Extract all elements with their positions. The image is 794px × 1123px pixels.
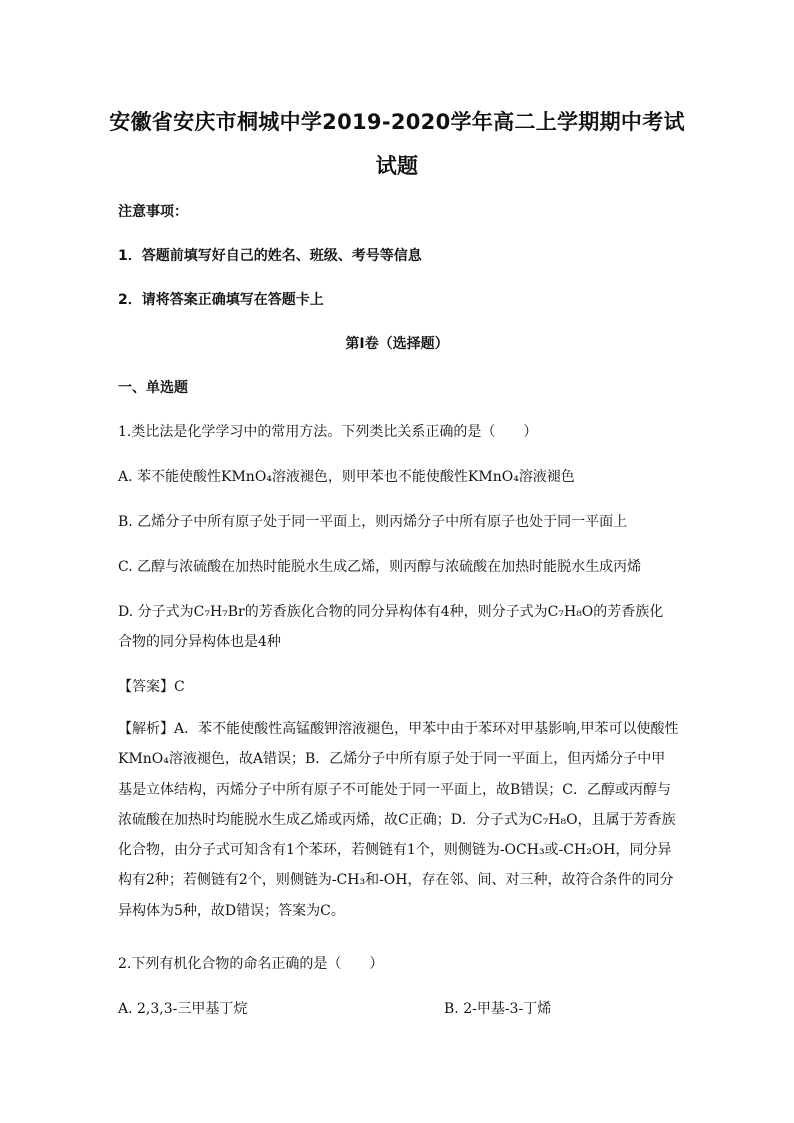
analysis-line: KMnO₄溶液褪色，故A错误；B．乙烯分子中所有原子处于同一平面上，但丙烯分子中甲 xyxy=(118,751,666,768)
document-title: 安徽省安庆市桐城中学2019-2020学年高二上学期期中考试 xyxy=(109,110,685,134)
question-1-option-a: A. 苯不能使酸性KMnO₄溶液褪色，则甲苯也不能使酸性KMnO₄溶液褪色 xyxy=(118,469,575,485)
analysis-line: 异构体为5种，故D错误；答案为C。 xyxy=(118,902,345,919)
volume-heading: 第I卷（选择题） xyxy=(345,336,449,352)
section-heading: 一、单选题 xyxy=(118,380,188,396)
analysis-line: 浓硫酸在加热时均能脱水生成乙烯或丙烯，故C正确；D．分子式为C₇H₈O，且属于芳香族 xyxy=(118,811,676,828)
analysis-line: 基是立体结构，丙烯分子中所有原子不可能处于同一平面上，故B错误；C．乙醇或丙醇与 xyxy=(118,781,671,798)
question-1-option-d-continued: 合物的同分异构体也是4种 xyxy=(118,634,281,650)
notice-item-2: 2．请将答案正确填写在答题卡上 xyxy=(118,292,324,308)
question-1-analysis xyxy=(118,714,678,926)
question-1-option-c: C. 乙醇与浓硫酸在加热时能脱水生成乙烯，则丙醇与浓硫酸在加热时能脱水生成丙烯 xyxy=(118,559,642,575)
question-1-answer: 【答案】C xyxy=(118,679,185,695)
question-1-stem: 1.类比法是化学学习中的常用方法。下列类比关系正确的是（ ） xyxy=(118,424,538,440)
analysis-line: 化合物，由分子式可知含有1个苯环，若侧链有1个，则侧链为-OCH₃或-CH₂OH，同分异 xyxy=(118,842,672,859)
question-2-option-a: A. 2,3,3-三甲基丁烷 xyxy=(118,1001,248,1017)
question-1-option-b: B. 乙烯分子中所有原子处于同一平面上，则丙烯分子中所有原子也处于同一平面上 xyxy=(118,514,628,530)
question-2-option-b: B. 2-甲基-3-丁烯 xyxy=(444,1001,552,1017)
notice-item-1: 1．答题前填写好自己的姓名、班级、考号等信息 xyxy=(118,248,422,264)
document-title-continued: 试题 xyxy=(375,154,419,178)
question-1-option-d: D. 分子式为C₇H₇Br的芳香族化合物的同分异构体有4种，则分子式为C₇H₈O的芳香族化 xyxy=(118,604,664,620)
analysis-line: 【解析】A．苯不能使酸性高锰酸钾溶液褪色，甲苯中由于苯环对甲基影响,甲苯可以使酸性 xyxy=(118,721,679,737)
notice-heading: 注意事项： xyxy=(118,204,188,220)
question-2-stem: 2.下列有机化合物的命名正确的是（ ） xyxy=(118,956,384,972)
analysis-line: 构有2种；若侧链有2个，则侧链为-CH₃和-OH，存在邻、间、对三种，故符合条件的同分 xyxy=(118,872,674,889)
